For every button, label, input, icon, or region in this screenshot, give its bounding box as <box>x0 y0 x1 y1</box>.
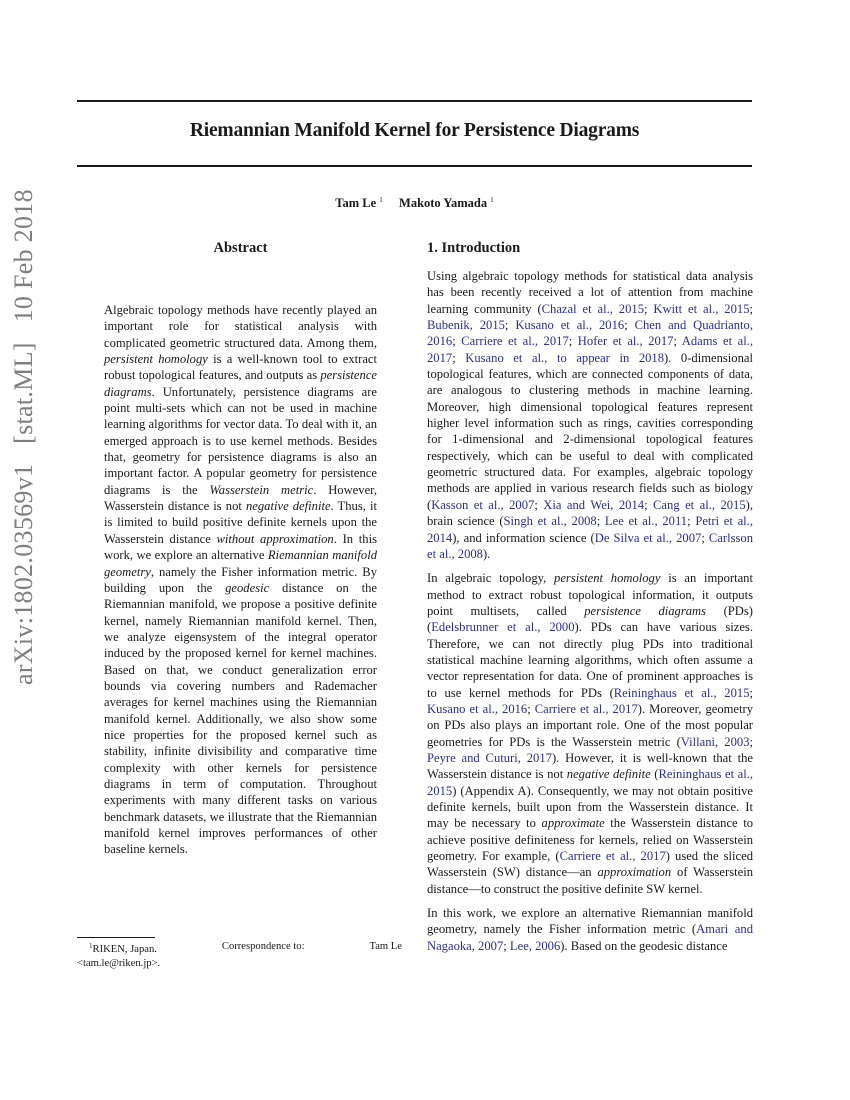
arxiv-id: arXiv:1802.03569v1 <box>9 463 38 685</box>
emphasis: persistence diagrams <box>584 603 707 618</box>
paper-title: Riemannian Manifold Kernel for Persistence Diagrams <box>189 120 640 141</box>
emphasis: approximation <box>597 865 672 880</box>
citation-link[interactable]: Kusano et al., 2016 <box>427 701 528 716</box>
arxiv-margin-stamp <box>2 189 46 685</box>
citation-link[interactable]: Lee et al., 2011 <box>604 514 688 529</box>
arxiv-category: [stat.ML] <box>9 342 38 444</box>
citation-link[interactable]: Carriere et al., 2017 <box>534 701 638 716</box>
abstract-body <box>104 302 377 858</box>
intro-paragraph-3: In this work, we explore an alternative Riemannian manifold geometry, namely the Fisher information metric (Amari and Nagaoka, 2007; Lee, 2006). Based on the geodesic distance <box>427 906 753 953</box>
citation-link[interactable]: Edelsbrunner et al., 2000 <box>431 620 575 635</box>
citation-link[interactable]: Carriere et al., 2017 <box>559 849 666 864</box>
footnote-email[interactable]: <tam.le@riken.jp>. <box>77 957 161 969</box>
citation-link[interactable]: Kusano et al., to appear in 2018 <box>465 350 665 365</box>
citation-link[interactable]: Hofer et al., 2017 <box>577 334 674 349</box>
emphasis: Riemannian manifold geometry <box>104 548 378 579</box>
citation-link[interactable]: Reininghaus et al., 2015 <box>613 685 750 700</box>
emphasis: Wasserstein metric <box>209 482 314 497</box>
citation-link[interactable]: Amari and Nagaoka, 2007 <box>427 922 753 953</box>
introduction-body <box>427 268 753 954</box>
emphasis: negative definite <box>566 767 651 782</box>
author-name: Makoto Yamada <box>399 196 488 210</box>
intro-paragraph-2: In algebraic topology, persistent homology is an important method to extract robust topological information, it outputs point multisets, called persistence diagrams (PDs) (Edelsbrunner et al., 2000). PDs can have various sizes. Therefore, we can not directly plug PDs into traditional statistical machine learning algorithms, which often assume a vector representation for data. One of prominent approaches is to use kernel methods for PDs (Reininghaus et al., 2015; Kusano et al., 2016; Carriere et al., 2017). Moreover, geometry on PDs also plays an important role. One of the most popular geometries for PDs is the Wasserstein metric (Villani, 2003; Peyre and Cuturi, 2017). However, it is well-known that the Wasserstein distance is not negative definite (Reininghaus et al., 2015) (Appendix A). Consequently, we may not obtain positive definite kernels, built upon from the Wasserstein distance. It may be necessary to approximate the Wasserstein distance to achieve positive definiteness for kernels, relied on Wasserstein geometry. For example, (Carriere et al., 2017) used the sliced Wasserstein (SW) distance—an approximation of Wasserstein distance—to construct the positive definite SW kernel. <box>427 571 754 896</box>
emphasis: persistence diagrams <box>104 368 377 399</box>
citation-link[interactable]: Peyre and Cuturi, 2017 <box>427 750 552 765</box>
footnote <box>77 940 402 970</box>
footnote-correspondence-label: Correspondence to: <box>221 941 305 952</box>
abstract-heading: Abstract <box>213 240 268 256</box>
emphasis: approximate <box>541 816 605 831</box>
emphasis: persistent homology <box>554 571 661 586</box>
emphasis: persistent homology <box>104 352 208 367</box>
affiliation-mark: 1 <box>379 196 383 204</box>
citation-link[interactable]: Carlsson et al., 2008 <box>427 530 753 561</box>
citation-link[interactable]: Carriere et al., 2017 <box>461 334 569 349</box>
citation-link[interactable]: Villani, 2003 <box>680 734 750 749</box>
arxiv-date: 10 Feb 2018 <box>9 189 38 323</box>
citation-link[interactable]: De Silva et al., 2007 <box>594 530 702 545</box>
citation-link[interactable]: Kwitt et al., 2015 <box>653 301 750 316</box>
citation-link[interactable]: Petri et al., 2014 <box>427 514 753 545</box>
citation-link[interactable]: Chen and Quadrianto, 2016 <box>427 318 753 349</box>
citation-link[interactable]: Cang et al., 2015 <box>653 497 746 512</box>
footnote-correspondence-name: Tam Le <box>369 941 402 952</box>
footnote-affiliation: RIKEN, Japan. <box>92 944 157 955</box>
citation-link[interactable]: Adams et al., 2017 <box>427 334 754 365</box>
citation-link[interactable]: Kasson et al., 2007 <box>431 497 535 512</box>
intro-paragraph-1: Using algebraic topology methods for statistical data analysis has been recently received a lot of attention from machine learning community (Chazal et al., 2015; Kwitt et al., 2015; Bubenik, 2015; Kusano et al., 2016; Chen and Quadrianto, 2016; Carriere et al., 2017; Hofer et al., 2017; Adams et al., 2017; Kusano et al., to appear in 2018). 0-dimensional topological features, which are connected components of data, are analogous to clustering methods in machine learning. Moreover, high dimensional topological features represent higher level information such as rings, cavities corresponding for 1-dimensional and 2-dimensional topological features respectively, which can be useful to deal with complicated geometric structured data. For examples, algebraic topology methods are applied in various research fields such as biology (Kasson et al., 2007; Xia and Wei, 2014; Cang et al., 2015), brain science (Singh et al., 2008; Lee et al., 2011; Petri et al., 2014), and information science (De Silva et al., 2007; Carlsson et al., 2008). <box>427 269 754 561</box>
author-name: Tam Le <box>335 196 377 210</box>
citation-link[interactable]: Reininghaus et al., 2015 <box>427 767 754 798</box>
section-heading-introduction: 1. Introduction <box>427 240 521 256</box>
author-list <box>77 196 752 211</box>
citation-link[interactable]: Xia and Wei, 2014 <box>543 497 645 512</box>
emphasis: geodesic <box>225 580 270 595</box>
bottom-title-rule <box>77 165 752 167</box>
emphasis: without approximation <box>216 531 334 546</box>
emphasis: negative definite <box>246 499 331 514</box>
abstract-text: Algebraic topology methods have recently played an important role for statistical analysis with complicated geometric structured data. Among them, persistent homology is a well-known tool to extract robust topological features, and outputs as persistence diagrams. Unfortunately, persistence diagrams are point multi-sets which can not be used in machine learning algorithms for vector data. To deal with it, an emerged approach is to use kernel methods. Besides that, geometry for persistence diagrams is also an important factor. A popular geometry for persistence diagrams is the Wasserstein metric. However, Wasserstein distance is not negative definite. Thus, it is limited to build positive definite kernels upon the Wasserstein distance without approximation. In this work, we explore an alternative Riemannian manifold geometry, namely the Fisher information metric. By building upon the geodesic distance on the Riemannian manifold, we propose a positive definite kernel, namely Riemannian manifold kernel. Then, we analyze eigensystem of the integral operator induced by the proposed kernel for kernel machines. Based on that, we conduct generalization error bounds via covering numbers and Rademacher averages for kernel machines using the Riemannian manifold kernel. Additionally, we also show some nice properties for the proposed kernel such as stability, infinite divisibility and comparative time complexity with other kernels for persistence diagrams in term of computation. Throughout experiments with many different tasks on various benchmark datasets, we illustrate that the Riemannian manifold kernel improves performances of other baseline kernels. <box>104 303 378 857</box>
footnote-mark: 1 <box>89 942 93 950</box>
affiliation-mark: 1 <box>490 196 494 204</box>
citation-link[interactable]: Bubenik, 2015 <box>427 318 505 333</box>
footnote-rule <box>77 937 155 938</box>
citation-link[interactable]: Lee, 2006 <box>509 938 561 953</box>
citation-link[interactable]: Chazal et al., 2015 <box>541 301 644 316</box>
citation-link[interactable]: Kusano et al., 2016 <box>515 318 625 333</box>
citation-link[interactable]: Singh et al., 2008 <box>503 514 597 529</box>
top-rule <box>77 100 752 102</box>
